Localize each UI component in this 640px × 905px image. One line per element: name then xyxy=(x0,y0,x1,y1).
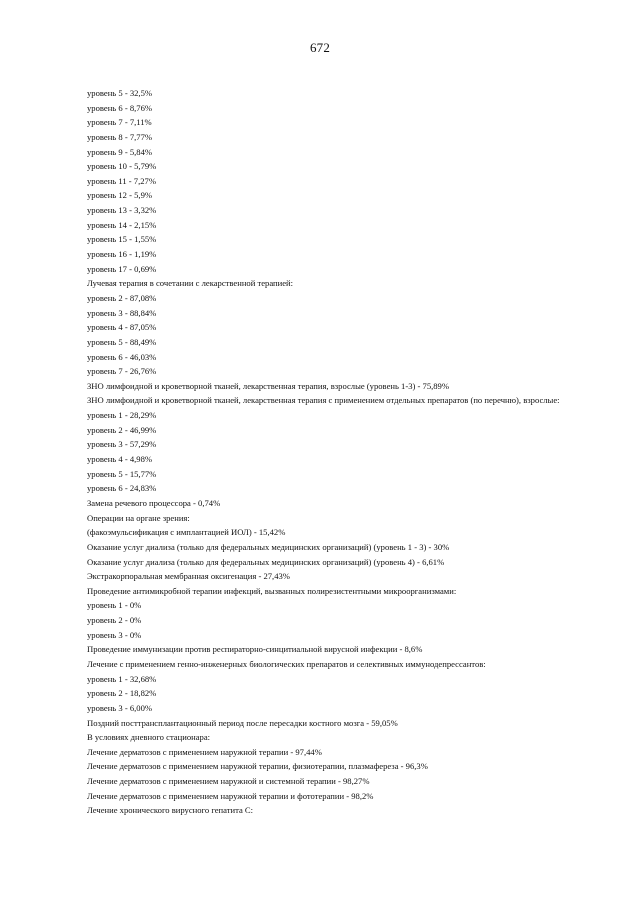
text-line: ЗНО лимфоидной и кроветворной тканей, лекарственная терапия с применением отдельных препаратов (по перечню), взрослые: xyxy=(87,395,560,406)
text-line: Поздний посттрансплантационный период после пересадки костного мозга - 59,05% xyxy=(87,717,398,728)
text-line: уровень 8 - 7,77% xyxy=(87,131,153,142)
text-line: Лечение дерматозов с применением наружной терапии и фототерапии - 98,2% xyxy=(87,790,374,801)
text-line: уровень 13 - 3,32% xyxy=(87,205,157,216)
text-line: уровень 11 - 7,27% xyxy=(87,175,157,186)
text-line: Лечение дерматозов с применением наружной терапии - 97,44% xyxy=(87,746,322,757)
text-line: уровень 7 - 26,76% xyxy=(87,366,157,377)
text-line: уровень 12 - 5,9% xyxy=(87,190,153,201)
text-line: уровень 6 - 46,03% xyxy=(87,351,157,362)
text-line: уровень 3 - 57,29% xyxy=(87,439,157,450)
text-line: уровень 9 - 5,84% xyxy=(87,146,153,157)
text-line: уровень 6 - 24,83% xyxy=(87,483,157,494)
page-number: 672 xyxy=(309,40,331,55)
text-line: уровень 1 - 28,29% xyxy=(87,410,157,421)
text-line: Лучевая терапия в сочетании с лекарственной терапией: xyxy=(87,278,294,289)
text-line: уровень 6 - 8,76% xyxy=(87,102,153,113)
text-line: уровень 10 - 5,79% xyxy=(87,161,157,172)
text-line: Проведение иммунизации против респираторно-синцитиальной вирусной инфекции - 8,6% xyxy=(87,644,423,655)
text-line: уровень 7 - 7,11% xyxy=(87,117,152,128)
text-line: Оказание услуг диализа (только для федеральных медицинских организаций) (уровень 1 - 3) - 30% xyxy=(87,541,450,552)
text-line: Лечение дерматозов с применением наружной терапии, физиотерапии, плазмафереза - 96,3% xyxy=(87,761,428,772)
text-line: В условиях дневного стационара: xyxy=(87,732,211,743)
text-line: уровень 3 - 0% xyxy=(87,629,142,640)
text-line: уровень 1 - 32,68% xyxy=(87,673,157,684)
text-line: уровень 16 - 1,19% xyxy=(87,249,157,260)
text-line: Лечение хронического вирусного гепатита С: xyxy=(87,805,254,816)
text-line: Экстракорпоральная мембранная оксигенация - 27,43% xyxy=(87,571,290,582)
text-line: уровень 2 - 46,99% xyxy=(87,424,157,435)
text-line: уровень 2 - 18,82% xyxy=(87,688,157,699)
text-line: Проведение антимикробной терапии инфекций, вызванных полирезистентными микроорганизмами: xyxy=(87,585,457,596)
text-line: уровень 1 - 0% xyxy=(87,600,142,611)
text-line: Операции на органе зрения: xyxy=(87,512,190,523)
text-line: уровень 14 - 2,15% xyxy=(87,219,157,230)
text-line: уровень 17 - 0,69% xyxy=(87,263,157,274)
text-line: уровень 4 - 4,98% xyxy=(87,454,153,465)
text-line: ЗНО лимфоидной и кроветворной тканей, лекарственная терапия, взрослые (уровень 1-3) - 75,89% xyxy=(87,380,450,391)
text-line: уровень 5 - 15,77% xyxy=(87,468,157,479)
text-line: Оказание услуг диализа (только для федеральных медицинских организаций) (уровень 4) - 6,61% xyxy=(87,556,445,567)
text-line: Лечение дерматозов с применением наружной и системной терапии - 98,27% xyxy=(87,776,370,787)
text-line: уровень 3 - 6,00% xyxy=(87,702,153,713)
text-lines xyxy=(87,86,607,818)
text-line: Замена речевого процессора - 0,74% xyxy=(87,497,221,508)
text-line: уровень 4 - 87,05% xyxy=(87,322,157,333)
text-line: уровень 15 - 1,55% xyxy=(87,234,157,245)
text-line: уровень 5 - 32,5% xyxy=(87,88,153,98)
text-line: уровень 2 - 87,08% xyxy=(87,292,157,303)
text-line: Лечение с применением генно-инженерных биологических препаратов и селективных иммунодепрессантов: xyxy=(87,658,486,669)
text-line: уровень 3 - 88,84% xyxy=(87,307,157,318)
text-line: уровень 2 - 0% xyxy=(87,615,142,626)
text-line: уровень 5 - 88,49% xyxy=(87,336,157,347)
text-line: (факоэмульсификация с имплантацией ИОЛ) - 15,42% xyxy=(87,527,286,538)
